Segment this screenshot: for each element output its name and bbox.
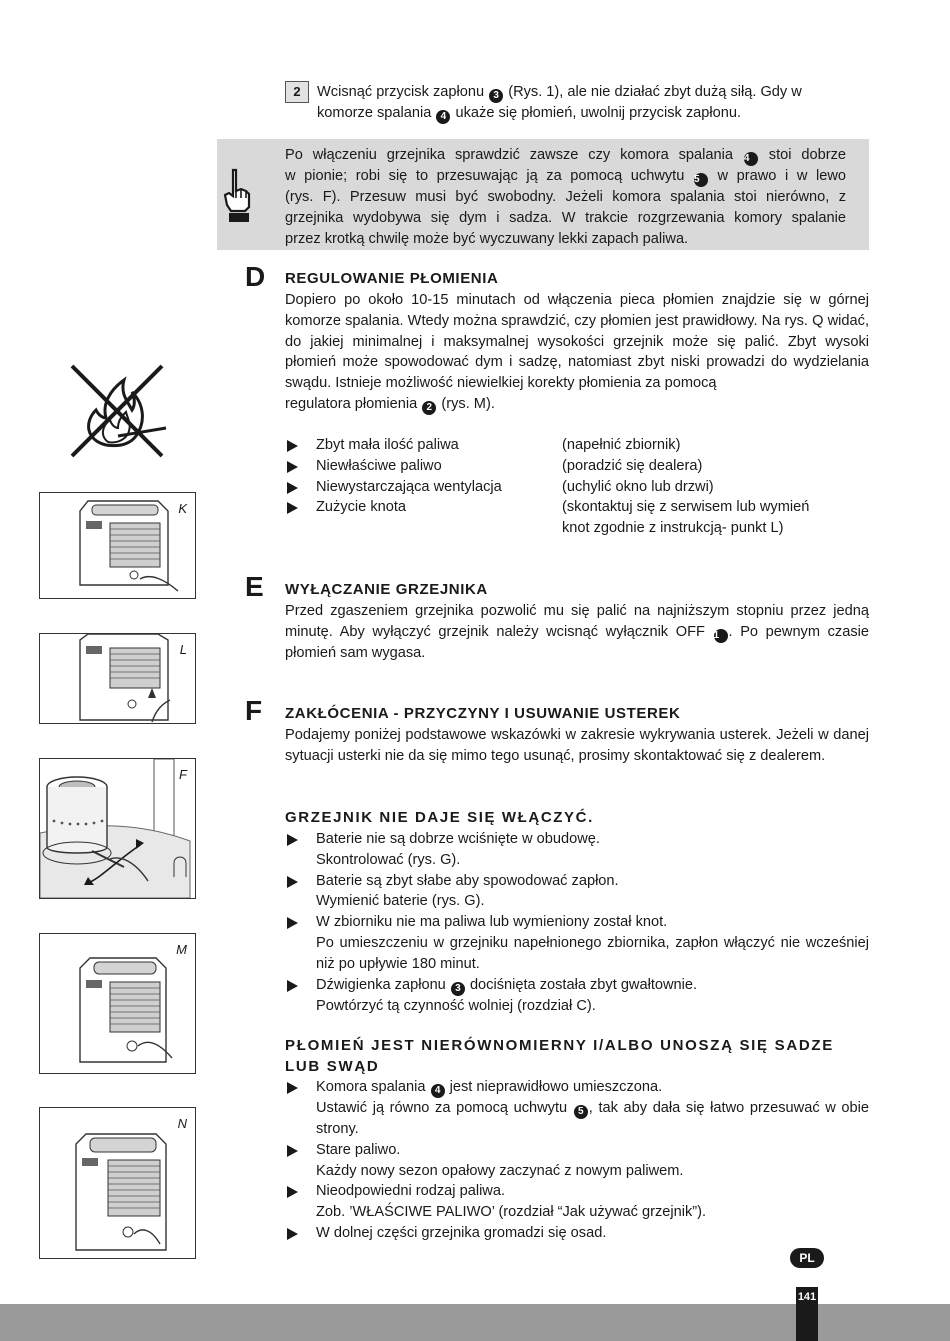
list-item: W zbiorniku nie ma paliwa lub wymieniony został knot. Po umieszczeniu w grzejniku napełnionego zbiornika, zapłon włączyć nie wcześniej niż po upływie 180 minut. <box>285 912 869 974</box>
page-number: 141 <box>797 1291 817 1303</box>
cause-remedy-list: Zbyt mała ilość paliwa (napełnić zbiornik) Niewłaściwe paliwo (poradzić się dealera) Niewystarczająca wentylacja (uchylić okno lub drzwi) Zużycie knota (skontaktuj się z serwisem lub wymień knot zgodnie z instrukcją- punkt L) <box>285 435 869 539</box>
section-letter-d: D <box>245 261 266 292</box>
section-letter-e: E <box>245 571 264 602</box>
list-item: Baterie są zbyt słabe aby spowodować zapłon. Wymienić baterie (rys. G). <box>285 871 869 913</box>
subsection-title-ignition: GRZEJNIK NIE DAJE SIĘ WŁĄCZYĆ. <box>285 809 594 826</box>
section-d-text: Dopiero po około 10-15 minutach od włączenia pieca płomien znajdzie się w górnej komorze spalania. Wtedy można sprawdzić, czy płomien jest prawidłowy. Na rys. Q widać, do jakiej minimalnej i maksymalnej wysokości grzejnik może się palić. Zbyt wysoki płomień może spowodować dym i sadzę, natomiast zbyt niski prowadzi do wydzielania swądu. Istnieje możliwość niewielkiej korekty płomienia za pomocą regulatora płomienia 2 (rys. M). <box>285 292 869 413</box>
figure-k <box>39 492 196 599</box>
callout-4: 4 <box>431 1084 445 1098</box>
list-item: Niewystarczająca wentylacja (uchylić okno lub drzwi) <box>285 477 869 498</box>
list-item: Zbyt mała ilość paliwa (napełnić zbiornik) <box>285 435 869 456</box>
section-e-title: WYŁĄCZANIE GRZEJNIKA <box>285 581 488 598</box>
section-letter-f: F <box>245 695 263 726</box>
figure-label: M <box>176 942 187 957</box>
step-2-text: Wcisnąć przycisk zapłonu 3 (Rys. 1), ale nie działać zbyt dużą siłą. Gdy w komorze spalania 4 ukaże się płomień, uwolnij przycisk zapłonu. <box>317 84 802 122</box>
no-open-flame-icon <box>66 360 170 460</box>
figure-n <box>39 1107 196 1259</box>
figure-label: K <box>178 501 187 516</box>
callout-5: 5 <box>694 173 708 187</box>
flame-list <box>285 1077 869 1244</box>
ignition-list <box>285 829 869 1016</box>
heater-ignition-illustration <box>40 1108 195 1258</box>
list-item: W dolnej części grzejnika gromadzi się osad. <box>285 1223 869 1244</box>
note-text: Po włączeniu grzejnika sprawdzić zawsze czy komora spalania 4 stoi dobrze w pionie; robi się to przesuwając ją za pomocą uchwytu 5 w prawo i w lewo (rys. F). Przesuw musi być swobodny. Jeżeli komora spalania stoi nierówno, z grzejnika wydobywa się dym i sadza. W trakcie rozgrzewania komory spalanie przez krotką chwilę może być wyczuwany lekki zapach paliwa. <box>285 147 846 247</box>
section-d-title: REGULOWANIE PŁOMIENIA <box>285 270 499 287</box>
callout-4: 4 <box>436 110 450 124</box>
figure-label: L <box>179 642 187 657</box>
callout-3: 3 <box>489 89 503 103</box>
figure-m <box>39 933 196 1074</box>
language-badge: PL <box>790 1248 824 1268</box>
callout-3: 3 <box>451 982 465 996</box>
section-f-intro: Podajemy poniżej podstawowe wskazówki w zakresie wykrywania usterek. Jeżeli w danej sytuacji usterki nie da się mimo tego usunąć, prosimy skontaktować się z dealerem. <box>285 727 869 764</box>
figure-l <box>39 633 196 724</box>
list-item: Nieodpowiedni rodzaj paliwa. Zob. ’WŁAŚCIWE PALIWO’ (rozdział “Jak używać grzejnik”). <box>285 1181 869 1223</box>
list-item: Komora spalania 4 jest nieprawidłowo umieszczona. Ustawić ją równo za pomocą uchwytu 5 , tak aby dała się łatwo przesuwać w obie strony. <box>285 1077 869 1140</box>
figure-label: N <box>177 1116 187 1131</box>
list-item: Niewłaściwe paliwo (poradzić się dealera) <box>285 456 869 477</box>
combustion-chamber-illustration <box>40 759 195 898</box>
pointing-hand-icon <box>221 167 255 225</box>
flame-regulator-illustration <box>40 934 195 1073</box>
heater-off-switch-illustration <box>40 634 195 723</box>
section-e-text: Przed zgaszeniem grzejnika pozwolić mu się palić na najniższym stopniu przez jedną minutę. Aby wyłączyć grzejnik należy wcisnąć wyłącznik OFF 1 . Po pewnym czasie płomień sam wygasa. <box>285 603 869 661</box>
list-item: Baterie nie są dobrze wciśnięte w obudowę. Skontrolować (rys. G). <box>285 829 869 871</box>
list-item: Stare paliwo. Każdy nowy sezon opałowy zaczynać z nowym paliwem. <box>285 1140 869 1182</box>
figure-label: F <box>179 767 187 782</box>
heater-button-press-illustration <box>40 493 195 598</box>
step-number-box <box>285 81 309 103</box>
subsection-title-flame: PŁOMIEŃ JEST NIERÓWNOMIERNY I/ALBO UNOSZĄ SIĘ SADZE LUB SWĄD <box>285 1037 834 1075</box>
callout-4: 4 <box>744 152 758 166</box>
callout-1: 1 <box>714 629 728 643</box>
callout-5: 5 <box>574 1105 588 1119</box>
list-item: Zużycie knota (skontaktuj się z serwisem lub wymień <box>285 497 869 518</box>
figure-f <box>39 758 196 899</box>
page-number-tab <box>796 1287 818 1341</box>
callout-2: 2 <box>422 401 436 415</box>
step-number: 2 <box>293 84 301 99</box>
list-item: Dźwigienka zapłonu 3 dociśnięta została zbyt gwałtownie. Powtórzyć tą czynność wolniej (rozdział C). <box>285 975 869 1017</box>
section-f-title: ZAKŁÓCENIA - PRZYCZYNY I USUWANIE USTEREK <box>285 705 681 722</box>
